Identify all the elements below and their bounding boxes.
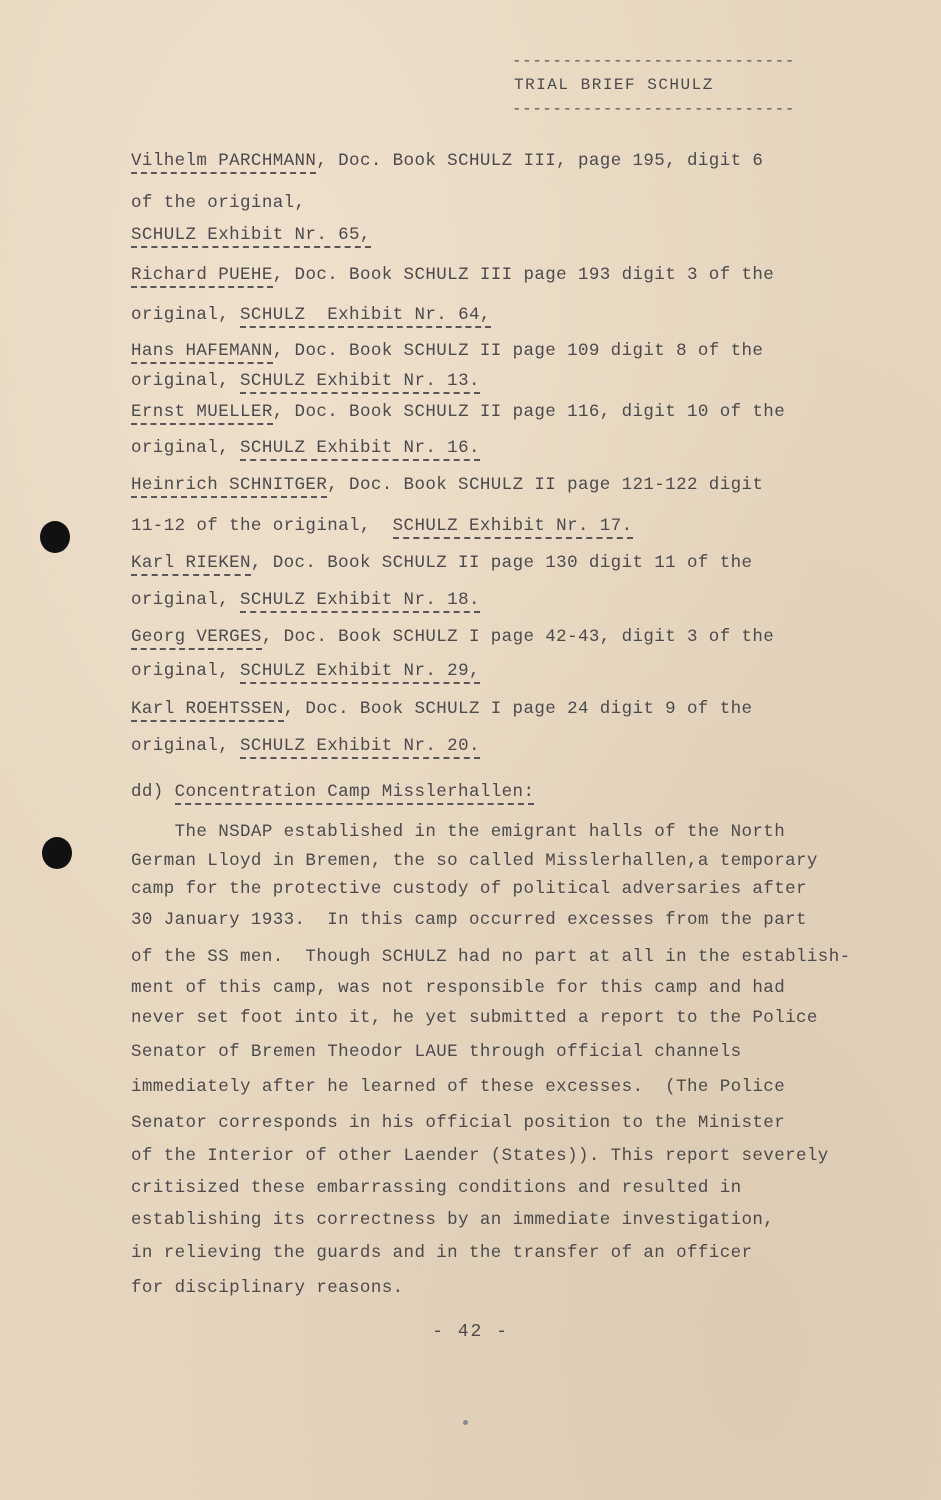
paragraph-line: in relieving the guards and in the transfer of an officer	[131, 1243, 753, 1263]
paragraph-line: never set foot into it, he yet submitted a report to the Police	[131, 1008, 818, 1028]
witness-name: Heinrich SCHNITGER	[131, 475, 327, 498]
document-header	[512, 54, 812, 116]
witness-name: Richard PUEHE	[131, 265, 273, 288]
entry-2-line-1: Richard PUEHE, Doc. Book SCHULZ III page 193 digit 3 of the	[131, 265, 774, 285]
witness-name: Vilhelm PARCHMANN	[131, 151, 316, 174]
paragraph-line: ment of this camp, was not responsible for this camp and had	[131, 978, 786, 998]
paragraph-line: Senator of Bremen Theodor LAUE through official channels	[131, 1042, 742, 1062]
exhibit-reference: SCHULZ Exhibit Nr. 18.	[240, 590, 480, 613]
paragraph-line: 30 January 1933. In this camp occurred excesses from the part	[131, 910, 807, 930]
header-title: TRIAL BRIEF SCHULZ	[514, 76, 714, 94]
paragraph-line: German Lloyd in Bremen, the so called Misslerhallen,a temporary	[131, 851, 818, 871]
header-rule-bottom: ----------------------------	[512, 100, 795, 118]
entry-7-line-1: Georg VERGES, Doc. Book SCHULZ I page 42-43, digit 3 of the	[131, 627, 774, 647]
exhibit-reference: SCHULZ Exhibit Nr. 13.	[240, 371, 480, 394]
paragraph-line: for disciplinary reasons.	[131, 1278, 404, 1298]
witness-name: Karl ROEHTSSEN	[131, 699, 284, 722]
section-heading-text: Concentration Camp Misslerhallen:	[175, 782, 535, 805]
paragraph-line: of the Interior of other Laender (States)). This report severely	[131, 1146, 829, 1166]
entry-6-line-2: original, SCHULZ Exhibit Nr. 18.	[131, 590, 480, 610]
entry-1-line-1: Vilhelm PARCHMANN, Doc. Book SCHULZ III, page 195, digit 6	[131, 151, 763, 171]
exhibit-reference: SCHULZ Exhibit Nr. 20.	[240, 736, 480, 759]
paragraph-line: Senator corresponds in his official position to the Minister	[131, 1113, 786, 1133]
entry-5-line-2: 11-12 of the original, SCHULZ Exhibit Nr. 17.	[131, 516, 633, 536]
paragraph-line: immediately after he learned of these excesses. (The Police	[131, 1077, 786, 1097]
punch-hole-bottom	[42, 837, 72, 869]
page-number: - 42 -	[432, 1322, 509, 1342]
exhibit-reference: SCHULZ Exhibit Nr. 17.	[393, 516, 633, 539]
entry-4-line-1: Ernst MUELLER, Doc. Book SCHULZ II page 116, digit 10 of the	[131, 402, 785, 422]
entry-4-line-2: original, SCHULZ Exhibit Nr. 16.	[131, 438, 480, 458]
exhibit-reference: SCHULZ Exhibit Nr. 65,	[131, 225, 371, 248]
witness-name: Karl RIEKEN	[131, 553, 251, 576]
entry-6-line-1: Karl RIEKEN, Doc. Book SCHULZ II page 130 digit 11 of the	[131, 553, 752, 573]
header-rule-top: ----------------------------	[512, 52, 795, 70]
entry-5-line-1: Heinrich SCHNITGER, Doc. Book SCHULZ II page 121-122 digit	[131, 475, 763, 495]
exhibit-reference: SCHULZ Exhibit Nr. 16.	[240, 438, 480, 461]
witness-name: Ernst MUELLER	[131, 402, 273, 425]
paragraph-line: establishing its correctness by an immediate investigation,	[131, 1210, 775, 1230]
entry-8-line-2: original, SCHULZ Exhibit Nr. 20.	[131, 736, 480, 756]
paragraph-line: camp for the protective custody of political adversaries after	[131, 879, 807, 899]
entry-2-line-2: original, SCHULZ Exhibit Nr. 64,	[131, 305, 491, 325]
paragraph-line: critisized these embarrassing conditions and resulted in	[131, 1178, 742, 1198]
entry-3-line-2: original, SCHULZ Exhibit Nr. 13.	[131, 371, 480, 391]
entry-7-line-2: original, SCHULZ Exhibit Nr. 29,	[131, 661, 480, 681]
entry-3-line-1: Hans HAFEMANN, Doc. Book SCHULZ II page 109 digit 8 of the	[131, 341, 763, 361]
exhibit-reference: SCHULZ Exhibit Nr. 29,	[240, 661, 480, 684]
paragraph-line: of the SS men. Though SCHULZ had no part at all in the establish-	[131, 947, 851, 967]
exhibit-reference: SCHULZ Exhibit Nr. 64,	[240, 305, 491, 328]
entry-1-line-2: of the original,	[131, 193, 306, 213]
punch-hole-top	[40, 521, 70, 553]
witness-name: Georg VERGES	[131, 627, 262, 650]
entry-1-line-3	[131, 225, 371, 245]
witness-name: Hans HAFEMANN	[131, 341, 273, 364]
paper-speck	[463, 1420, 468, 1425]
entry-8-line-1: Karl ROEHTSSEN, Doc. Book SCHULZ I page 24 digit 9 of the	[131, 699, 752, 719]
section-heading: dd) Concentration Camp Misslerhallen:	[131, 782, 534, 802]
paragraph-line: The NSDAP established in the emigrant halls of the North	[131, 822, 786, 842]
